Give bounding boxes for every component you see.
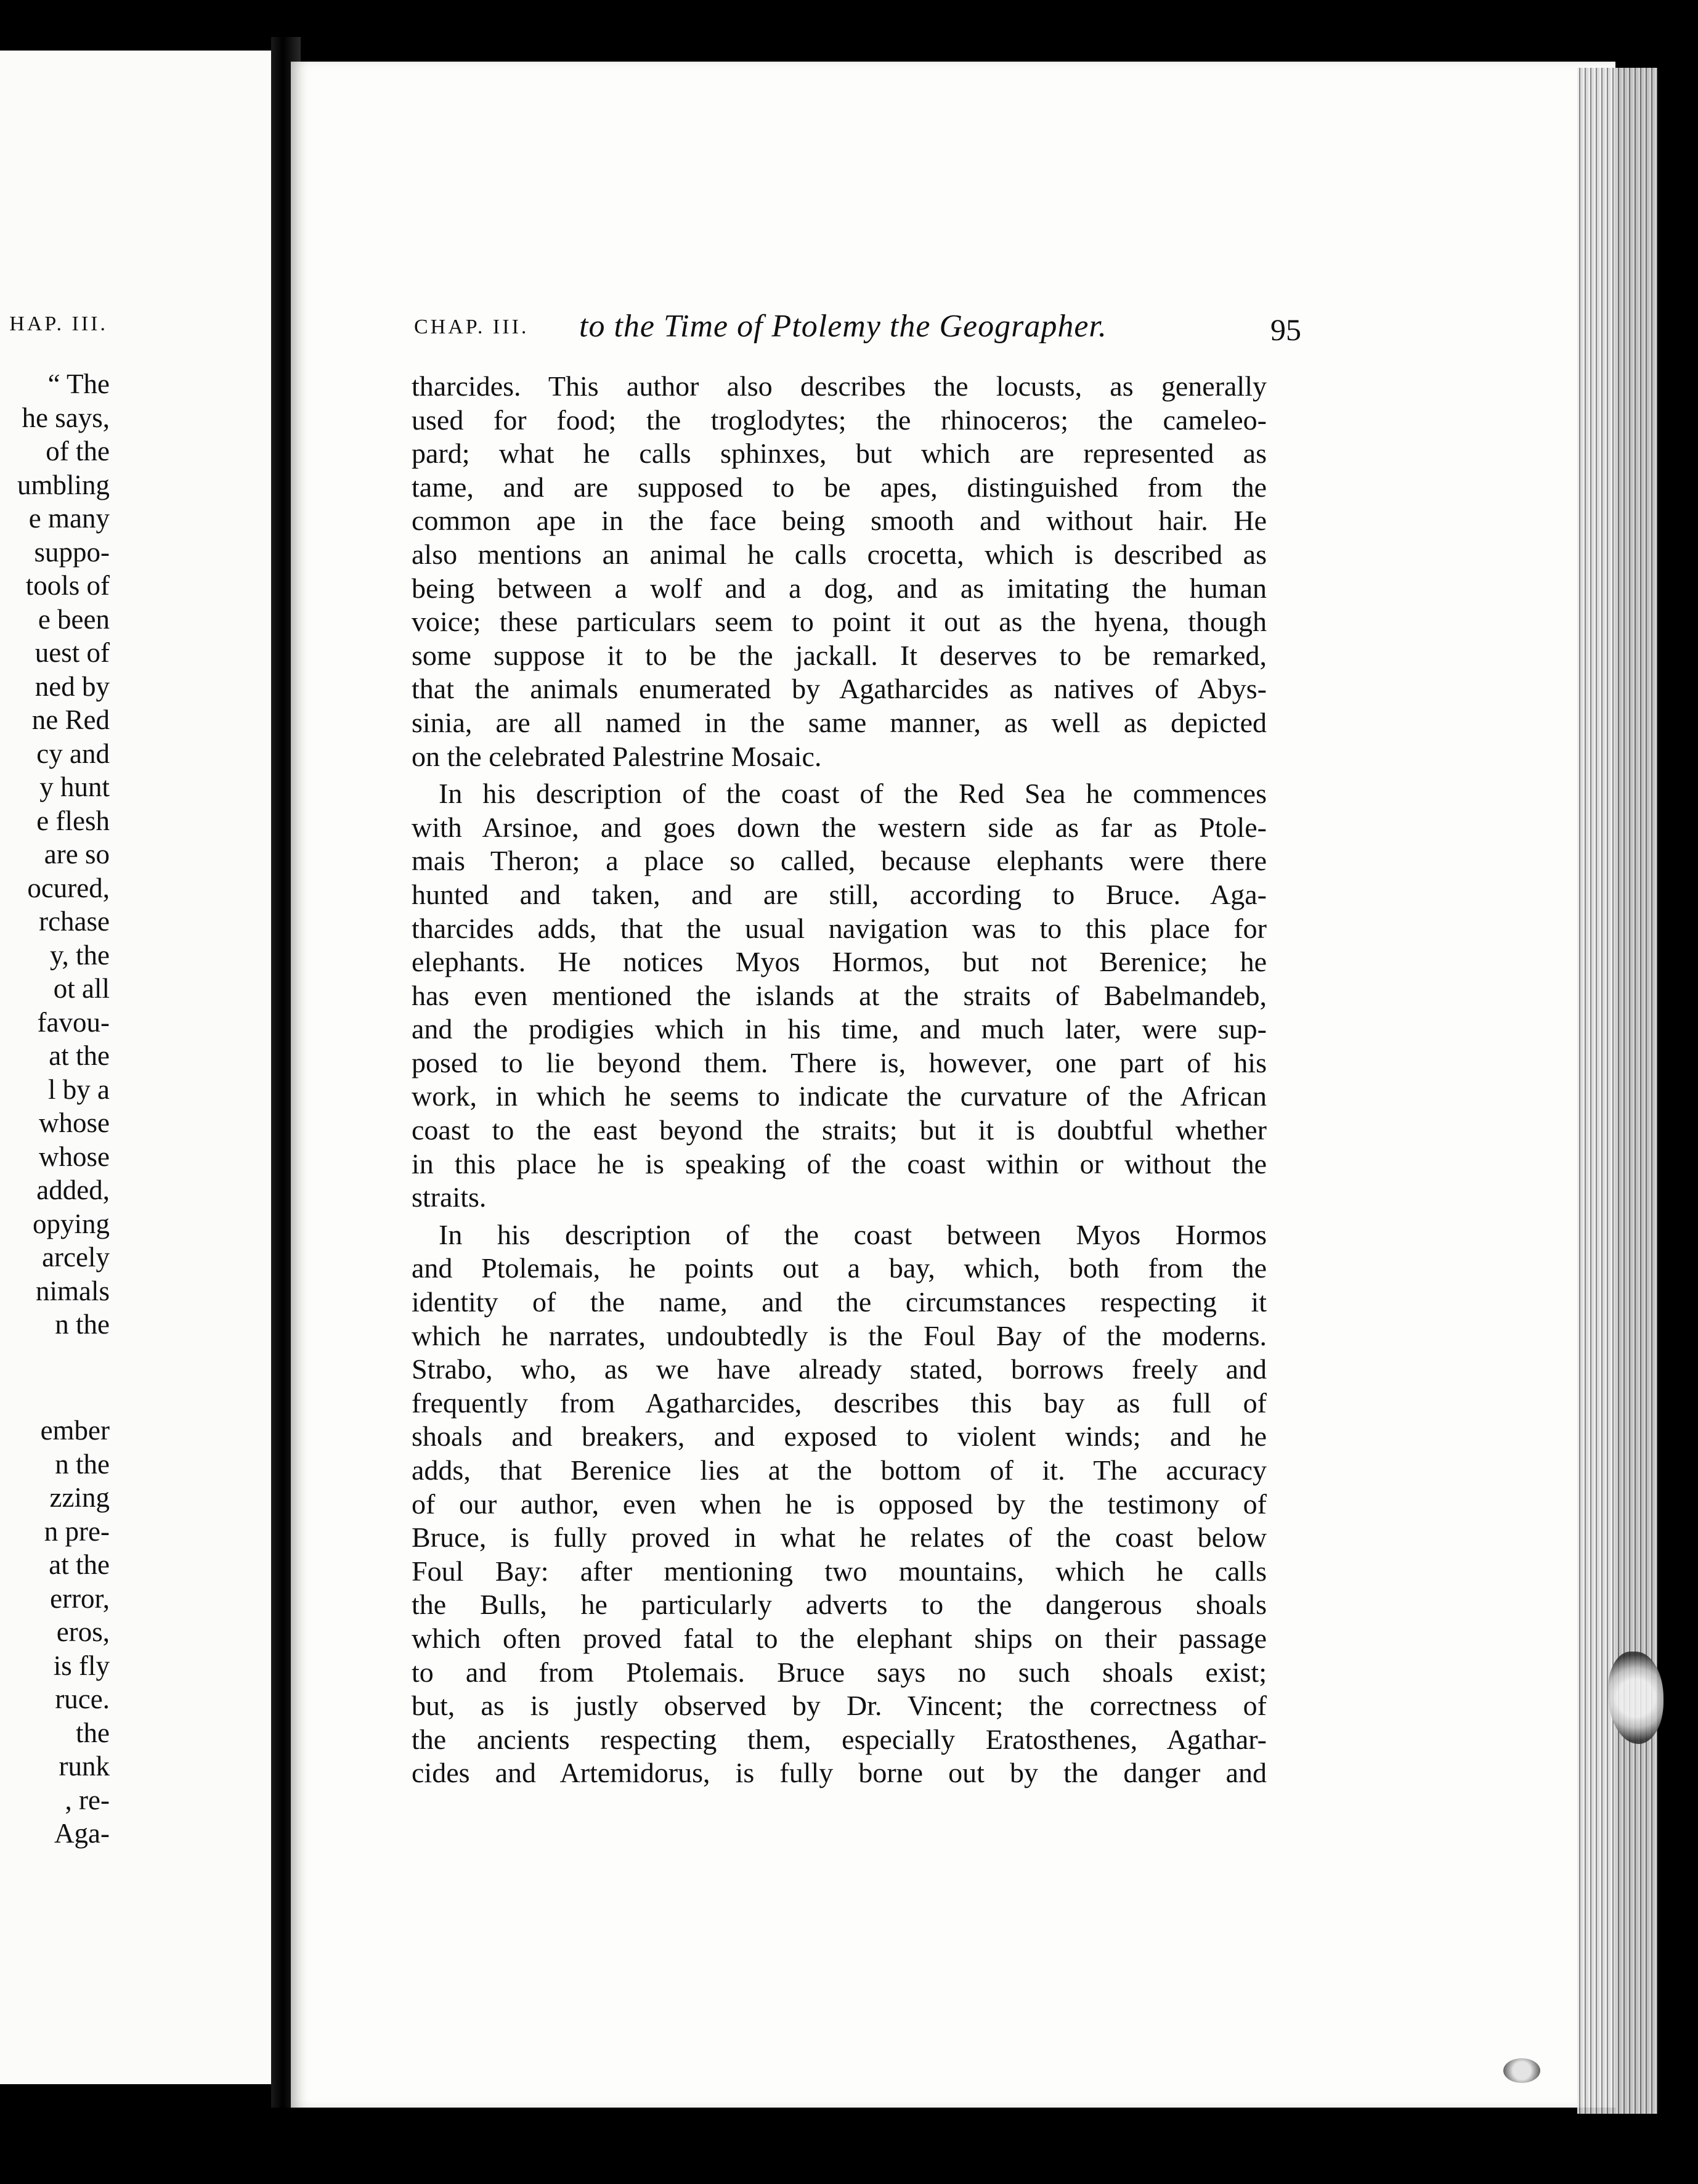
text-line: which often proved fatal to the elephant ships on their passage <box>412 1622 1267 1654</box>
text-line: elephants. He notices Myos Hormos, but not Berenice; he <box>412 946 1267 978</box>
text-line: of our author, even when he is opposed by the testimony of <box>412 1488 1267 1520</box>
text-line: sinia, are all named in the same manner, as well as depicted <box>412 706 1267 738</box>
left-page-line: ne Red <box>31 704 110 735</box>
text-line: tharcides adds, that the usual navigation was to this place for <box>412 912 1267 944</box>
text-line: in this place he is speaking of the coast within or without the <box>412 1147 1267 1180</box>
text-line: and the prodigies which in his time, and much later, were sup- <box>412 1013 1267 1045</box>
text-line: which he narrates, undoubtedly is the Foul Bay of the moderns. <box>412 1319 1267 1351</box>
left-page-line: suppo- <box>34 536 110 568</box>
left-page-line: ot all <box>53 973 110 1004</box>
text-line: also mentions an animal he calls crocetta, which is described as <box>412 538 1267 570</box>
page-fore-edge <box>1577 68 1657 2114</box>
paragraph <box>412 1218 1267 1790</box>
text-line: frequently from Agatharcides, describes this bay as full of <box>412 1387 1267 1419</box>
text-line: tharcides. This author also describes the locusts, as generally <box>412 370 1267 402</box>
text-line: to and from Ptolemais. Bruce says no such shoals exist; <box>412 1656 1267 1688</box>
running-title: to the Time of Ptolemy the Geographer. <box>579 309 1107 344</box>
left-page-line: zzing <box>49 1482 110 1513</box>
text-line: straits. <box>412 1181 487 1213</box>
left-page-line: cy and <box>36 738 110 769</box>
left-page-line: ruce. <box>55 1684 110 1714</box>
body-text <box>412 370 1267 1790</box>
text-line: and Ptolemais, he points out a bay, which, both from the <box>412 1252 1267 1284</box>
left-page-line: rchase <box>39 906 110 937</box>
text-line: shoals and breakers, and exposed to violent winds; and he <box>412 1420 1267 1453</box>
left-page-line: e been <box>38 603 110 635</box>
left-page-line: n the <box>55 1309 110 1340</box>
text-line: pard; what he calls sphinxes, but which are represented as <box>412 438 1267 470</box>
left-page-line: tools of <box>25 570 110 601</box>
left-page-line: arcely <box>42 1242 110 1273</box>
text-line: Bruce, is fully proved in what he relates of the coast below <box>412 1522 1267 1554</box>
text-line: has even mentioned the islands at the straits of Babelmandeb, <box>412 979 1267 1011</box>
left-page-line: n pre- <box>44 1515 110 1547</box>
text-line: common ape in the face being smooth and without hair. He <box>412 505 1267 537</box>
text-line: adds, that Berenice lies at the bottom of it. The accuracy <box>412 1454 1267 1486</box>
left-page-line: “ The <box>47 369 110 399</box>
text-line: with Arsinoe, and goes down the western side as far as Ptole- <box>412 811 1267 843</box>
text-line: some suppose it to be the jackall. It deserves to be remarked, <box>412 639 1267 671</box>
left-page-line: y hunt <box>39 772 110 802</box>
left-page-line: y, the <box>49 939 110 971</box>
text-line: Strabo, who, as we have already stated, borrows freely and <box>412 1353 1267 1385</box>
text-line: being between a wolf and a dog, and as imitating the human <box>412 572 1267 604</box>
left-page-line: Aga- <box>54 1818 110 1849</box>
left-page-line: nimals <box>36 1275 110 1306</box>
left-page-line: e flesh <box>36 805 110 836</box>
text-line: that the animals enumerated by Agatharcides as natives of Abys- <box>412 673 1267 705</box>
text-line: mais Theron; a place so called, because elephants were there <box>412 845 1267 877</box>
left-running-header: HAP. III. <box>9 312 108 335</box>
left-page-line: ocured, <box>27 872 110 903</box>
text-line: work, in which he seems to indicate the curvature of the African <box>412 1080 1267 1112</box>
page-number: 95 <box>1270 312 1301 347</box>
text-line: In his description of the coast between Myos Hormos <box>439 1218 1267 1250</box>
left-page-text-bottom <box>41 1414 110 1851</box>
paragraph <box>412 370 1267 773</box>
left-page-line: error, <box>50 1583 110 1614</box>
left-page-line: uest of <box>35 637 110 668</box>
chapter-label: CHAP. III. <box>414 316 529 338</box>
text-line: the ancients respecting them, especially Eratosthenes, Agathar- <box>412 1723 1267 1755</box>
text-line: on the celebrated Palestrine Mosaic. <box>412 740 822 772</box>
left-page-line: ned by <box>35 670 110 702</box>
left-page-line: of the <box>46 436 110 467</box>
left-page-line: eros, <box>56 1616 110 1647</box>
left-page-line: umbling <box>17 469 110 500</box>
left-page-line: at the <box>49 1040 110 1071</box>
left-page-line: at the <box>49 1549 110 1580</box>
left-page-line: whose <box>39 1107 110 1138</box>
left-page-line: added, <box>36 1175 110 1205</box>
text-line: posed to lie beyond them. There is, however, one part of his <box>412 1046 1267 1078</box>
text-line: In his description of the coast of the Red Sea he commences <box>439 778 1267 810</box>
left-page-line: runk <box>59 1751 110 1782</box>
left-page-line: e many <box>28 503 110 534</box>
left-page-line: are so <box>44 839 110 870</box>
text-line: but, as is justly observed by Dr. Vincent; the correctness of <box>412 1690 1267 1722</box>
text-line: coast to the east beyond the straits; but it is doubtful whether <box>412 1114 1267 1146</box>
text-line: the Bulls, he particularly adverts to the dangerous shoals <box>412 1589 1267 1621</box>
text-line: hunted and taken, and are still, according to Bruce. Aga- <box>412 878 1267 910</box>
text-line: identity of the name, and the circumstances respecting it <box>412 1286 1267 1318</box>
left-page-line: the <box>76 1717 110 1748</box>
text-line: Foul Bay: after mentioning two mountains, which he calls <box>412 1555 1267 1587</box>
left-page-line: ember <box>40 1415 110 1446</box>
left-page-line: opying <box>32 1208 110 1239</box>
left-page-line: n the <box>55 1448 110 1480</box>
left-page-line: he says, <box>22 402 110 433</box>
text-line: used for food; the troglodytes; the rhinoceros; the cameleo- <box>412 404 1267 436</box>
left-page-text-top <box>17 367 110 1342</box>
left-page-line: whose <box>39 1141 110 1172</box>
text-line: tame, and are supposed to be apes, distinguished from the <box>412 471 1267 503</box>
left-page-line: is fly <box>53 1650 110 1681</box>
left-page-line: , re- <box>65 1784 110 1815</box>
paper-damage-mark-small <box>1503 2058 1540 2083</box>
left-page-line: l by a <box>48 1074 110 1105</box>
text-line: voice; these particulars seem to point it out as the hyena, though <box>412 606 1267 638</box>
running-header <box>414 308 1301 351</box>
text-line: cides and Artemidorus, is fully borne out by the danger and <box>412 1757 1267 1789</box>
paragraph <box>412 777 1267 1215</box>
facing-page-left <box>0 51 271 2084</box>
left-page-line: favou- <box>37 1006 110 1038</box>
